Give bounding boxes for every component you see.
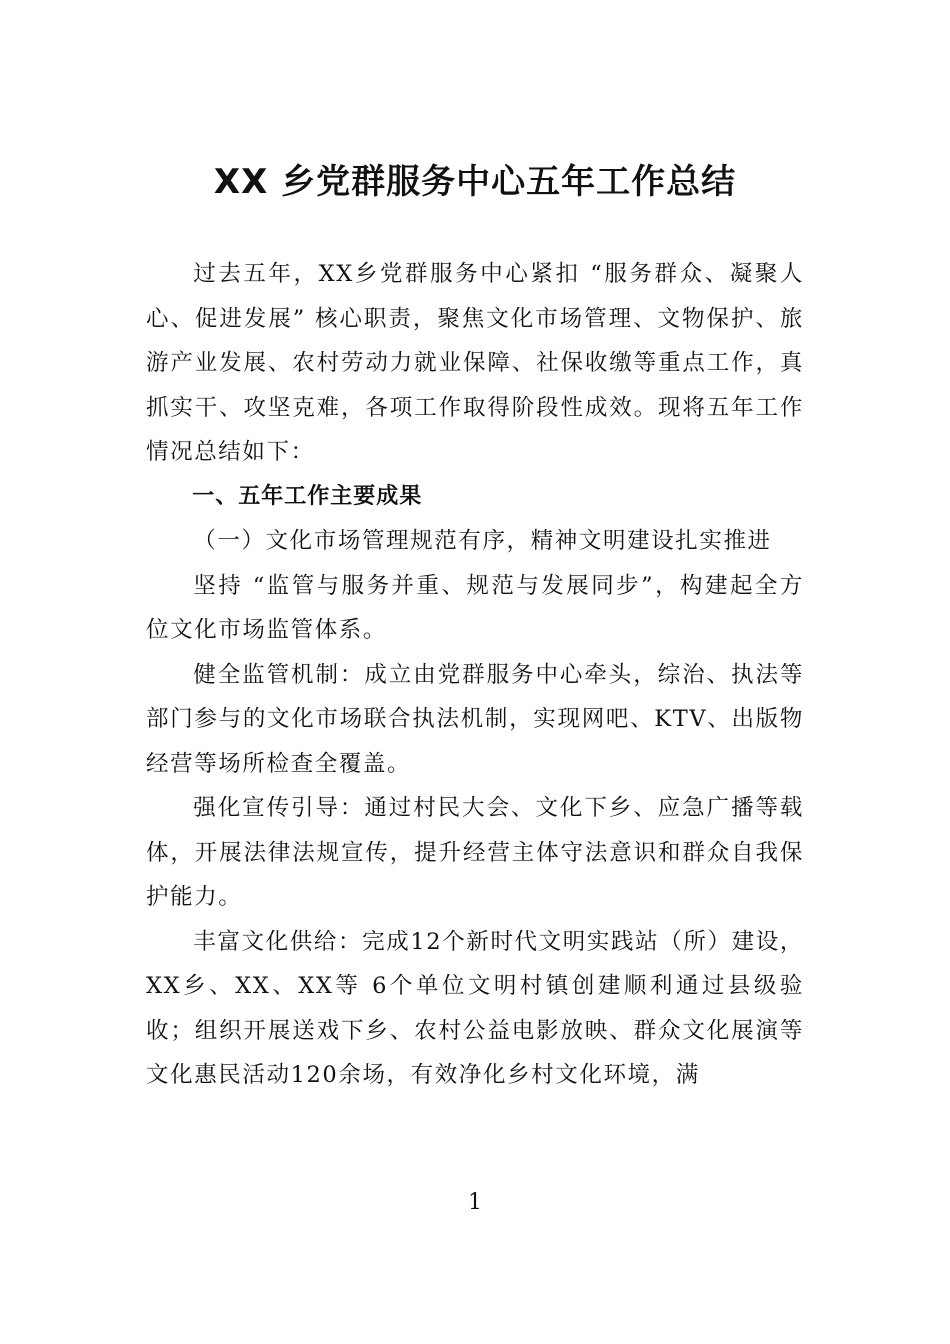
- subsection-heading: （一）文化市场管理规范有序，精神文明建设扎实推进: [193, 528, 772, 554]
- document-body: [146, 252, 804, 1098]
- document-title: XX 乡党群服务中心五年工作总结: [213, 162, 737, 202]
- body-paragraph: 健全监管机制：成立由党群服务中心牵头，综治、执法等部门参与的文化市场联合执法机制，实现网吧、KTV、出版物经营等场所检查全覆盖。: [146, 661, 804, 777]
- body-paragraph: 强化宣传引导：通过村民大会、文化下乡、应急广播等载体，开展法律法规宣传，提升经营主体守法意识和群众自我保护能力。: [146, 795, 804, 910]
- section-heading: 一、五年工作主要成果: [192, 483, 423, 509]
- body-paragraph: 丰富文化供给：完成12个新时代文明实践站（所）建设，XX乡、XX、XX等 6个单位文明村镇创建顺利通过县级验收；组织开展送戏下乡、农村公益电影放映、群众文化展演等文化惠民活动120余场，有效净化乡村文化环境，满: [146, 928, 804, 1088]
- body-paragraph: 坚持 “监管与服务并重、规范与发展同步”，构建起全方位文化市场监管体系。: [146, 572, 804, 643]
- page-number: 1: [468, 1190, 482, 1215]
- intro-paragraph: 过去五年，XX乡党群服务中心紧扣 “服务群众、凝聚人心、促进发展” 核心职责，聚焦文化市场管理、文物保护、旅游产业发展、农村劳动力就业保障、社保收缴等重点工作，真抓实干、攻坚克难，各项工作取得阶段性成效。现将五年工作情况总结如下：: [146, 261, 804, 465]
